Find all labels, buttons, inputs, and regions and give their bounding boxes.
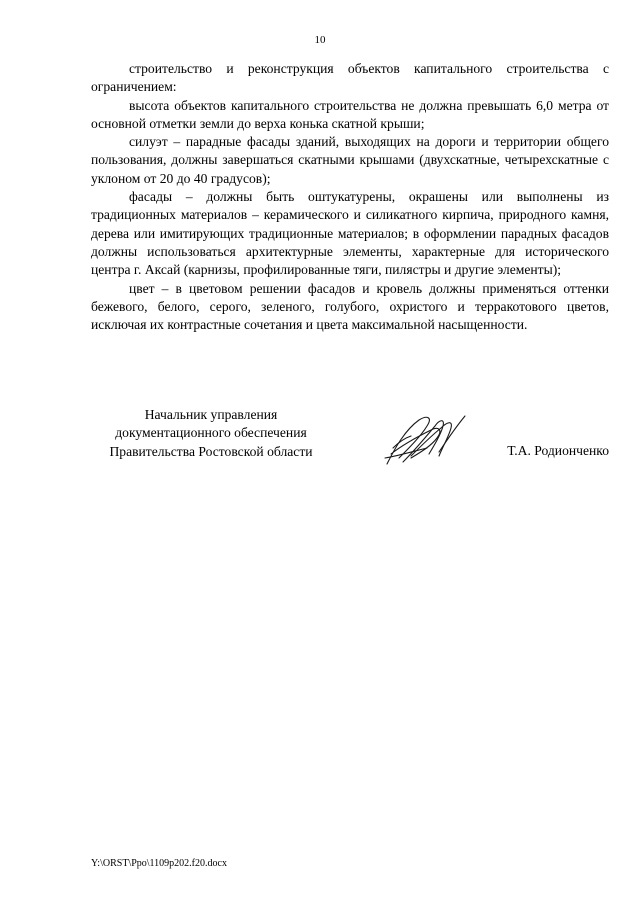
handwritten-signature-icon bbox=[381, 408, 471, 470]
signer-position-line: Начальник управления bbox=[144, 407, 278, 422]
paragraph-construction: строительство и реконструкция объектов капитального строительства с ограничением: bbox=[91, 61, 609, 95]
signature-block bbox=[91, 406, 609, 476]
signer-position-line: документационного обеспечения bbox=[115, 425, 307, 441]
paragraph-silhouette: силуэт – парадные фасады зданий, выходящих на дороги и территории общего пользования, должны завершаться скатными крышами (двухскатные, четырехскатные с уклоном от 20 до 40 градусов); bbox=[91, 134, 609, 186]
document-body bbox=[91, 60, 609, 334]
signer-position bbox=[91, 406, 331, 461]
paragraph-facades: фасады – должны быть оштукатурены, окрашены или выполнены из традиционных материалов – керамического и силикатного кирпича, природного камня, дерева или имитирующих традиционные материалов; в оформлении парадных фасадов должны использоваться архитектурные элементы, характерные для исторического центра г. Аксай (карнизы, профилированные тяги, пилястры и другие элементы); bbox=[91, 189, 609, 278]
paragraph-color: цвет – в цветовом решении фасадов и кровель должны применяться оттенки бежевого, белого, серого, зеленого, голубого, охристого и терракотового цветов, исключая их контрастные сочетания и цвета максимальной насыщенности. bbox=[91, 280, 609, 333]
signer-name: Т.А. Родионченко bbox=[507, 443, 609, 458]
paragraph-height: высота объектов капитального строительства не должна превышать 6,0 метра от основной отметки земли до верха конька скатной крыши; bbox=[91, 97, 609, 131]
footer-file-path: Y:\ORST\Ppo\1109p202.f20.docx bbox=[91, 858, 227, 869]
signer-position-line: Правительства Ростовской области bbox=[109, 443, 313, 459]
page-number: 10 bbox=[314, 34, 326, 46]
